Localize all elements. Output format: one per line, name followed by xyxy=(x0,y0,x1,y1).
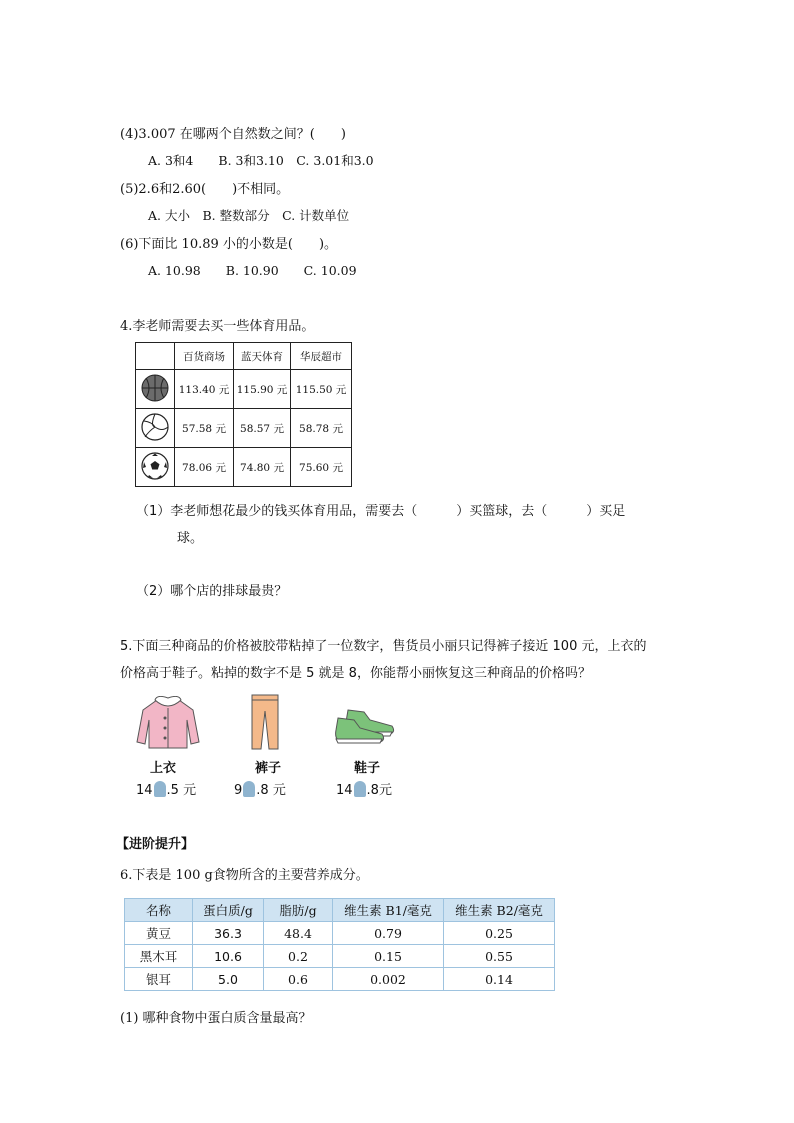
table-cell: 58.78 元 xyxy=(291,409,352,448)
sports-price-table xyxy=(135,342,352,487)
price-shoes: 14 .8元 xyxy=(336,783,392,798)
problem4-sub1-line2: 球。 xyxy=(177,531,204,546)
price-pants: 9 .8 元 xyxy=(234,783,286,798)
table-cell: 黑木耳 xyxy=(125,945,193,968)
item-name-pants: 裤子 xyxy=(255,761,282,776)
problem4-sub2: （2）哪个店的排球最贵？ xyxy=(136,584,288,599)
table-cell: 48.4 xyxy=(264,922,333,945)
empty-header-cell xyxy=(136,343,175,370)
tape-mark xyxy=(243,781,255,797)
q4-options: A. 3和4 B. 3和3.10 C. 3.01和3.0 xyxy=(148,153,374,168)
table-cell: 0.6 xyxy=(264,968,333,991)
table-row xyxy=(136,448,352,487)
header-cell: 维生素 B1/毫克 xyxy=(333,899,444,922)
pants-icon xyxy=(250,693,280,751)
table-cell: 57.58 元 xyxy=(175,409,234,448)
basketball-icon xyxy=(140,373,170,403)
table-cell: 78.06 元 xyxy=(175,448,234,487)
header-cell: 百货商场 xyxy=(175,343,234,370)
q4-stem: (4)3.007 在哪两个自然数之间？( ) xyxy=(120,127,346,142)
table-header-row xyxy=(125,899,555,922)
table-cell: 5.0 xyxy=(193,968,264,991)
nutrition-table xyxy=(124,898,555,991)
volleyball-icon xyxy=(140,412,170,442)
table-header-row xyxy=(136,343,352,370)
header-cell: 蛋白质/g xyxy=(193,899,264,922)
table-row xyxy=(136,370,352,409)
item-name-coat: 上衣 xyxy=(150,761,177,776)
problem5-line1: 5.下面三种商品的价格被胶带粘掉了一位数字，售货员小丽只记得裤子接近 100 元，上衣的 xyxy=(120,639,647,654)
football-icon xyxy=(140,451,170,481)
tape-mark xyxy=(154,781,166,797)
table-row xyxy=(125,945,555,968)
table-cell: 36.3 xyxy=(193,922,264,945)
table-cell: 115.90 元 xyxy=(234,370,291,409)
table-row xyxy=(125,968,555,991)
problem4-sub1-line1: （1）李老师想花最少的钱买体育用品，需要去（ ）买篮球，去（ ）买足 xyxy=(136,504,626,519)
problem5-line2: 价格高于鞋子。粘掉的数字不是 5 就是 8，你能帮小丽恢复这三种商品的价格吗？ xyxy=(120,666,591,681)
problem6-sub1: (1) 哪种食物中蛋白质含量最高？ xyxy=(120,1011,312,1026)
table-row xyxy=(136,409,352,448)
table-cell: 75.60 元 xyxy=(291,448,352,487)
header-cell: 名称 xyxy=(125,899,193,922)
header-cell: 维生素 B2/毫克 xyxy=(444,899,555,922)
shoes-icon xyxy=(334,706,396,744)
table-cell: 银耳 xyxy=(125,968,193,991)
price-coat: 14 .5 元 xyxy=(136,783,197,798)
header-cell: 脂肪/g xyxy=(264,899,333,922)
q5-stem: (5)2.6和2.60( )不相同。 xyxy=(120,182,290,197)
table-cell: 0.14 xyxy=(444,968,555,991)
table-cell: 0.25 xyxy=(444,922,555,945)
item-name-shoes: 鞋子 xyxy=(354,761,381,776)
table-row xyxy=(125,922,555,945)
table-cell: 10.6 xyxy=(193,945,264,968)
header-cell: 蓝天体育 xyxy=(234,343,291,370)
header-cell: 华辰超市 xyxy=(291,343,352,370)
table-cell: 0.15 xyxy=(333,945,444,968)
table-cell: 74.80 元 xyxy=(234,448,291,487)
coat-icon xyxy=(135,696,201,752)
advanced-heading: 【进阶提升】 xyxy=(116,837,195,852)
q6-stem: (6)下面比 10.89 小的小数是( )。 xyxy=(120,237,338,252)
problem6-title: 6.下表是 100 g食物所含的主要营养成分。 xyxy=(120,868,369,883)
table-cell: 115.50 元 xyxy=(291,370,352,409)
table-cell: 0.002 xyxy=(333,968,444,991)
table-cell: 0.55 xyxy=(444,945,555,968)
table-cell: 0.2 xyxy=(264,945,333,968)
table-cell: 0.79 xyxy=(333,922,444,945)
table-cell: 黄豆 xyxy=(125,922,193,945)
problem4-title: 4.李老师需要去买一些体育用品。 xyxy=(120,319,315,334)
q6-options: A. 10.98 B. 10.90 C. 10.09 xyxy=(148,263,357,278)
tape-mark xyxy=(354,781,366,797)
q5-options: A. 大小 B. 整数部分 C. 计数单位 xyxy=(148,208,350,223)
table-cell: 58.57 元 xyxy=(234,409,291,448)
table-cell: 113.40 元 xyxy=(175,370,234,409)
